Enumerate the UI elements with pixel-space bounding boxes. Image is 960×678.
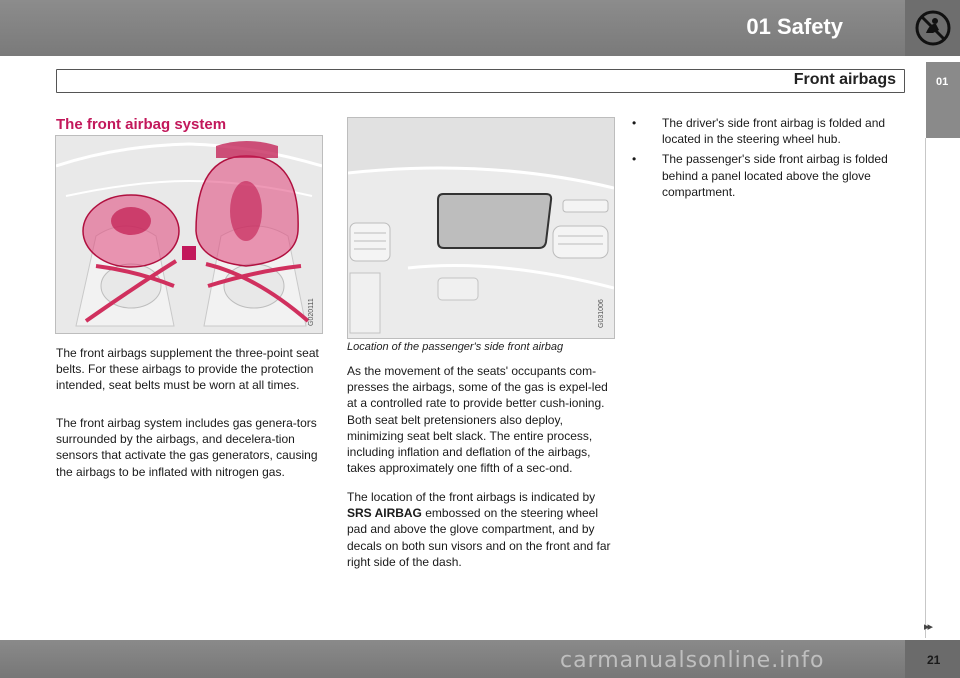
page-number: 21 — [927, 653, 941, 667]
chapter-header-band — [0, 0, 905, 56]
chapter-title: 01 Safety — [746, 14, 843, 39]
front-airbags-deployed-illustration — [55, 135, 323, 334]
location-text-end: embossed on the steering wheel pad and above the glove compartment, and by decals on both sun visors and on the front and far right side of the dash. — [347, 506, 611, 569]
no-child-seat-airbag-warning-icon — [914, 9, 952, 47]
page-heading: The front airbag system — [56, 116, 227, 133]
dashboard-drawing — [348, 118, 614, 338]
system-paragraph: The front airbag system includes gas genera-tors surrounded by the airbags, and decelera-tion sensors that activate the gas generators, causing the airbags to be inflated with nitrogen gas. — [56, 416, 318, 479]
figure-caption: Location of the passenger's side front airbag — [347, 341, 564, 353]
intro-paragraph: The front airbags supplement the three-point seat belts. For these airbags to provide the protection intended, seat belts must be worn at all times. — [56, 346, 319, 393]
airbag-location-list — [622, 115, 906, 204]
srs-airbag-label: SRS AIRBAG — [347, 506, 422, 521]
front-airbags-drawing — [56, 136, 322, 333]
passenger-airbag-location-illustration — [347, 117, 615, 339]
side-divider — [925, 138, 926, 638]
location-paragraph — [347, 489, 613, 570]
next-page-arrows-icon[interactable]: ▸▸ — [924, 621, 932, 633]
figure-code: G020111 — [308, 298, 315, 326]
figure-code: G031006 — [598, 299, 605, 328]
chapter-side-tab[interactable] — [926, 62, 960, 138]
list-item: • The passenger's side front airbag is folded behind a panel located above the glove compartment. — [622, 151, 906, 200]
location-text-start: The location of the front airbags is indicated by — [347, 490, 596, 504]
chapter-side-tab-label: 01 — [936, 76, 949, 88]
watermark: carmanualsonline.info — [560, 648, 825, 673]
deflation-paragraph: As the movement of the seats' occupants com-presses the airbags, some of the gas is expel-led at a controlled rate to provide better cush-ioning. Both seat belt pretensioners also deploy, minimizing seat belt slack. The entire process, including inflation and deflation of the airbags, takes approximately one fifth of a sec-ond. — [347, 364, 608, 476]
header-icon-tile — [905, 0, 960, 56]
section-title: Front airbags — [793, 71, 896, 88]
section-title-bar — [56, 69, 905, 93]
list-item: • The driver's side front airbag is folded and located in the steering wheel hub. — [622, 115, 906, 147]
